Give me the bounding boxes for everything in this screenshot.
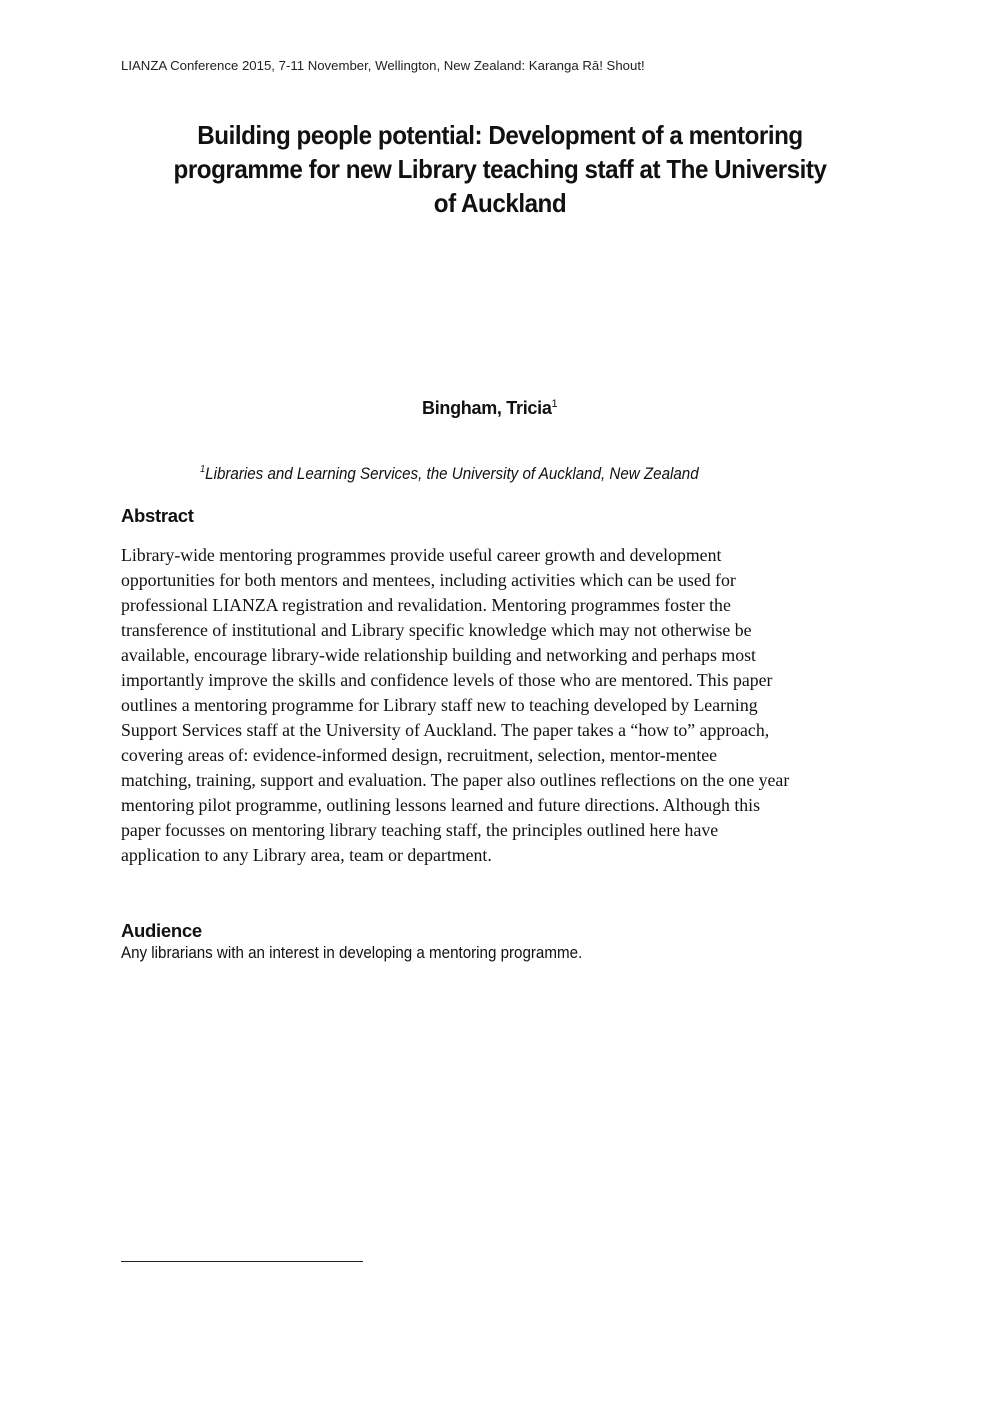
author <box>422 398 557 419</box>
abstract-line: professional LIANZA registration and revalidation. Mentoring programmes foster the <box>121 595 731 615</box>
abstract-body <box>121 543 891 868</box>
abstract-line: transference of institutional and Library specific knowledge which may not otherwise be <box>121 620 752 640</box>
affiliation <box>200 464 699 484</box>
author-affiliation-marker: 1 <box>551 398 558 410</box>
abstract-line: opportunities for both mentors and mentees, including activities which can be used for <box>121 570 736 590</box>
abstract-line: outlines a mentoring programme for Library staff new to teaching developed by Learning <box>121 695 758 715</box>
abstract-heading: Abstract <box>121 505 194 526</box>
audience-heading: Audience <box>121 920 202 941</box>
running-header: LIANZA Conference 2015, 7-11 November, Wellington, New Zealand: Karanga Rā! Shout! <box>121 58 645 73</box>
abstract-line: mentoring pilot programme, outlining lessons learned and future directions. Although this <box>121 795 761 815</box>
author-name: Bingham, Tricia <box>422 398 552 418</box>
affiliation-text: Libraries and Learning Services, the University of Auckland, New Zealand <box>205 465 699 483</box>
abstract-line: Support Services staff at the University of Auckland. The paper takes a “how to” approach, <box>121 720 770 740</box>
footnote-rule <box>121 1261 363 1262</box>
affiliation-marker: 1 <box>200 464 206 475</box>
abstract-line: covering areas of: evidence-informed design, recruitment, selection, mentor-mentee <box>121 745 718 765</box>
title-line: programme for new Library teaching staff at The University <box>173 154 827 184</box>
abstract-line: Library-wide mentoring programmes provide useful career growth and development <box>121 545 722 565</box>
title-line: Building people potential: Development of a mentoring <box>197 120 803 150</box>
paper-title <box>137 118 862 220</box>
title-line: of Auckland <box>433 188 567 218</box>
abstract-line: paper focusses on mentoring library teaching staff, the principles outlined here have <box>121 820 719 840</box>
audience-text: Any librarians with an interest in developing a mentoring programme. <box>121 944 583 962</box>
abstract-line: matching, training, support and evaluation. The paper also outlines reflections on the one year <box>121 770 790 790</box>
abstract-line: application to any Library area, team or department. <box>121 845 492 865</box>
abstract-line: available, encourage library-wide relationship building and networking and perhaps most <box>121 645 756 665</box>
abstract-line: importantly improve the skills and confidence levels of those who are mentored. This paper <box>121 670 773 690</box>
